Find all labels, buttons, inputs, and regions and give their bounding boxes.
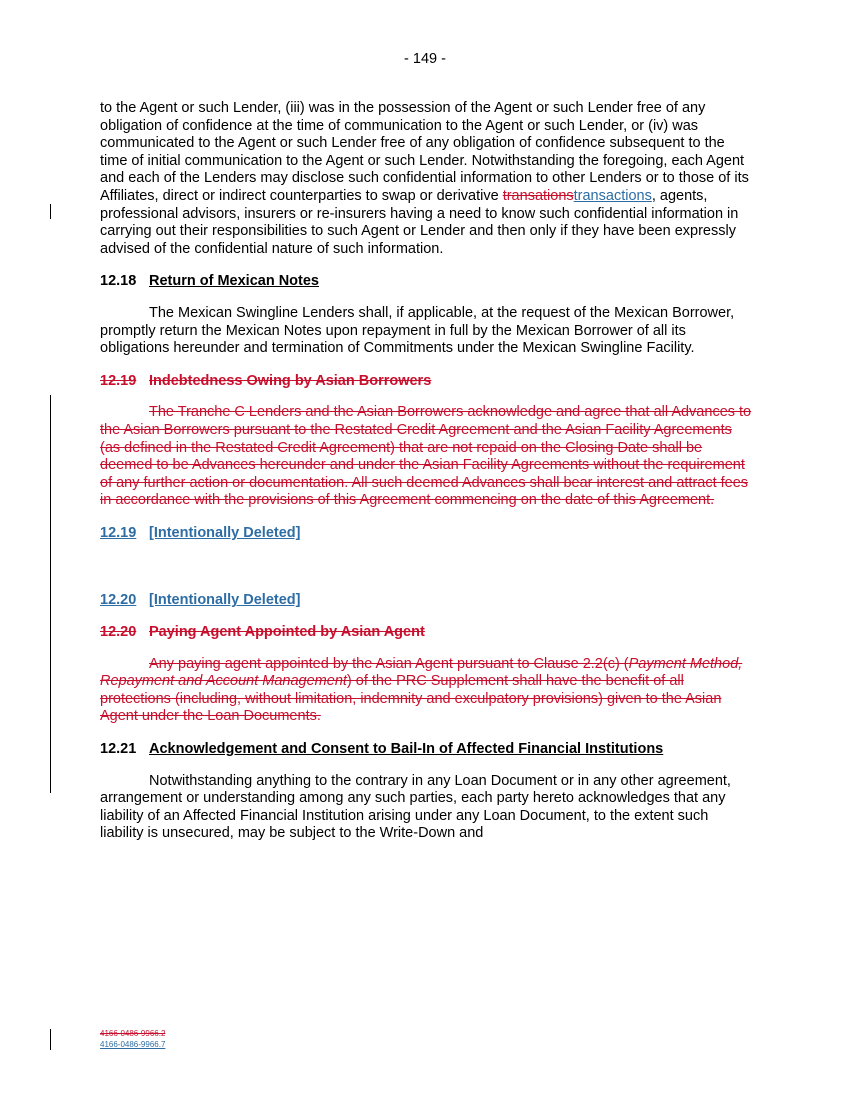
deleted-body-12-20: Any paying agent appointed by the Asian Agent pursuant to Clause 2.2(c) (Payment Method, Repayment and Account Management) of the PRC Supplement shall have the benefit of all protections (including, without limitation, indemnity and exculpatory provisions) given to the Asian Agent under the Loan Documents.	[100, 655, 743, 725]
deleted-heading-12-19: 12.19 Indebtedness Owing by Asian Borrowers	[100, 372, 432, 389]
document-body	[100, 100, 755, 858]
section-body-12-21: Notwithstanding anything to the contrary in any Loan Document or in any other agreement, arrangement or understanding among any such parties, each party hereto acknowledges that any liability of an Affected Financial Institution arising under any Loan Document, to the extent such liability is unsecured, may be subject to the Write-Down and	[100, 772, 731, 842]
document-id-footer	[100, 1029, 165, 1050]
deleted-text: transations	[502, 187, 574, 204]
old-document-id: 4166-0486-9966.2	[100, 1029, 166, 1038]
deleted-heading-12-20: 12.20 Paying Agent Appointed by Asian Agent	[100, 624, 425, 641]
section-heading-12-21: 12.21 Acknowledgement and Consent to Bail-In of Affected Financial Institutions	[100, 741, 664, 758]
change-bar	[50, 1029, 51, 1050]
inserted-heading-12-20: 12.20 [Intentionally Deleted]	[100, 592, 301, 609]
deleted-body-12-19: The Tranche C Lenders and the Asian Borrowers acknowledge and agree that all Advances to the Asian Borrowers pursuant to the Restated Credit Agreement and the Asian Facility Agreements (as defined in the Restated Credit Agreement) that are not repaid on the Closing Date shall be deemed to be Advances hereunder and under the Asian Facility Agreements without the requirement of any further action or documentation. All such deemed Advances shall bear interest and attract fees in accordance with the provisions of this Agreement commencing on the date of this Agreement.	[100, 404, 752, 509]
intro-paragraph: to the Agent or such Lender, (iii) was in the possession of the Agent or such Lender free of any obligation of confidence at the time of communication to the Agent or such Lender, or (iv) was communicated to the Agent or such Lender free of any obligation of confidence subsequent to the time of initial communication to the Agent or such Lender. Notwithstanding the foregoing, each Agent and each of the Lenders may disclose such confidential information to other Lenders or to those of its Affiliates, direct or indirect counterparties to swap or derivative transationstransactions, agents, professional advisors, insurers or re-insurers having a need to know such confidential information in carrying out their responsibilities to such Agent or Lender and then only if they have been expressly advised of the confidential nature of such information.	[100, 100, 749, 257]
new-document-id: 4166-0486-9966.7	[100, 1039, 166, 1049]
section-body-12-18: The Mexican Swingline Lenders shall, if applicable, at the request of the Mexican Borrower, promptly return the Mexican Notes upon repayment in full by the Mexican Borrower of all its obligations hereunder and termination of Commitments under the Mexican Swingline Facility.	[100, 304, 735, 357]
page-number: - 149 -	[404, 51, 446, 67]
inserted-heading-12-19: 12.19 [Intentionally Deleted]	[100, 524, 301, 541]
inserted-text: transactions	[573, 187, 652, 204]
section-heading-12-18: 12.18 Return of Mexican Notes	[100, 273, 319, 290]
change-bar	[50, 395, 51, 793]
change-bar	[50, 204, 51, 219]
